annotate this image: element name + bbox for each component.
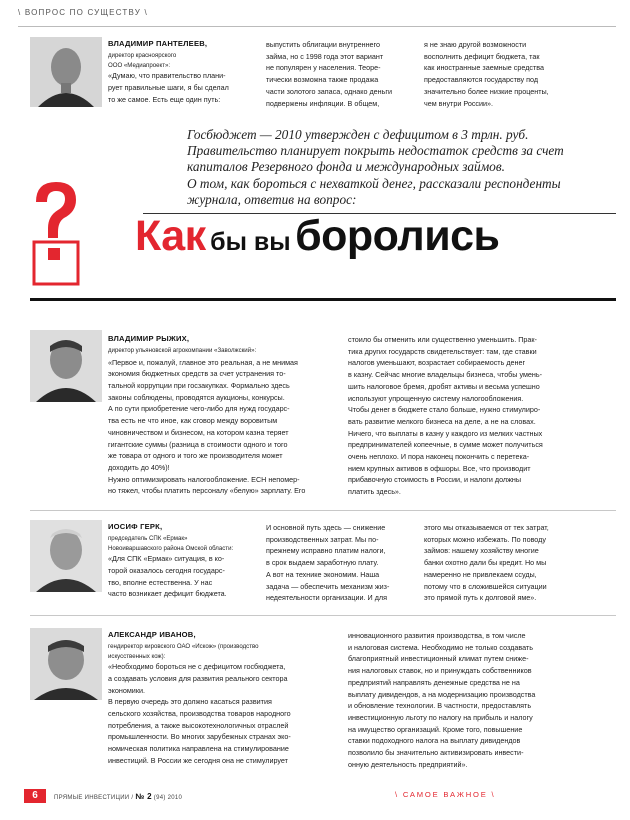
quote-column: «Необходимо бороться не с дефицитом госбюджета, а создавать условия для развития реального сектора экономики. В первую очередь это должно касаться развития сельского хозяйства, производства товаров народного потребления, а также высокотехнологичных отраслей промышленности. Во многих зарубежных странах эко- номическая политика направлена на стимулирование инвестиций. В России же сегодня она не стимулирует: [108, 662, 291, 765]
magazine-credit: ПРЯМЫЕ ИНВЕСТИЦИИ / № 2 (94) 2010: [54, 792, 183, 801]
headline-part-3: боролись: [295, 212, 500, 260]
quote-column: инновационного развития производства, в том числе и налоговая система. Необходимо не только создавать благоприятный инвестиционный климат путем сниже- ния налоговых ставок, но и принуждать собственников предприятий направлять денежные средства не на выплату дивидендов, а на модернизацию производства и обновление технологии. В частности, предоставлять инвестиционную льготу по налогу на прибыль и налогу на имущество организаций. Кроме того, повышение ставки подоходного налога на выплату дивидендов позволило бы значительно активизировать инвести- онную деятельность предприятий».: [348, 631, 536, 769]
respondent-position: гендиректор кировского ОАО «Искож» (производство искусственных кож):: [108, 643, 259, 660]
top-divider: [18, 26, 616, 27]
respondent-block-3: [108, 522, 273, 600]
section-divider: [30, 615, 616, 616]
quote-column: стоило бы отменить или существенно уменьшить. Прак- тика других государств свидетельствует: там, где ставки налогов уменьшают, возрастает собираемость денег в казну. Сейчас многие владельцы бизнеса, чтобы умень- шить налоговое бремя, дробят активы и весьма успешно используют упрощенную систему налогообложения. Чтобы денег в бюджете стало больше, нужно стимулиро- вать развитие мелкого бизнеса на деле, а не на словах. Ничего, что выплаты в казну у каждого из мелких частных предпринимателей копеечные, в сумме может получиться очень неплохо. И пора наконец покончить с перетека- нием крупных активов в офшоры. Все, что производит прибавочную стоимость в России, и налоги должны платить здесь».: [348, 335, 543, 497]
respondent-name: ИОСИФ ГЕРК,: [108, 522, 163, 531]
quote-column: выпустить облигации внутреннего займа, но с 1998 года этот вариант не популярен у населения. Теоре- тически возможна также продажа части золотого запаса, однако деньги подвержены инфляции. В общем,: [266, 40, 393, 108]
respondent-position: директор красноярского ООО «Медиапроект»:: [108, 52, 177, 69]
respondent-position: директор ульяновской агрокомпании «Заволжский»:: [108, 347, 257, 354]
headline-part-2: бы вы: [210, 228, 291, 256]
portrait-photo: [30, 520, 102, 592]
portrait-photo: [30, 628, 102, 700]
quote-column: «Думаю, что правительство плани- рует правильные шаги, я бы сделал то же самое. Есть еще один путь:: [108, 71, 229, 104]
quote-column: И основной путь здесь — снижение производственных затрат. Мы по- прежнему исправно платим налоги, в срок выдаем заработную плату. А вот на технике экономим. Наша задача — обеспечить механизм жиз- недеятельности организации. И для: [266, 523, 390, 603]
respondent-name: ВЛАДИМИР ПАНТЕЛЕЕВ,: [108, 39, 208, 48]
page-number: 6: [24, 789, 46, 803]
respondent-position: председатель СПК «Ермак» Новоиваршавского района Омской области:: [108, 535, 234, 552]
respondent-block-2: [108, 334, 340, 497]
lead-paragraph: Госбюджет — 2010 утвержден с дефицитом в 3 трлн. руб. Правительство планирует покрыть недостаток средств за счет капиталов Резервного фонда и международных займов. О том, как бороться с нехваткой денег, рассказали респонденты журнала, ответив на вопрос:: [187, 127, 564, 207]
section-divider: [30, 510, 616, 511]
rubric-label: \ ВОПРОС ПО СУЩЕСТВУ \: [18, 8, 148, 17]
respondent-name: ВЛАДИМИР РЫЖИХ,: [108, 334, 190, 343]
portrait-photo: [30, 37, 102, 107]
headline-part-1: Как: [135, 212, 206, 260]
respondent-name: АЛЕКСАНДР ИВАНОВ,: [108, 630, 196, 639]
portrait-photo: [30, 330, 102, 402]
quote-column: «Первое и, пожалуй, главное это реальная, а не мнимая экономия бюджетных средств за счет устранения то- тальной коррупции при госзакупках. Формально здесь законы соблюдены, проводятся аукционы, конкурсы. А по сути приобретение чего-либо для нужд государс- тва есть не что иное, как сговор между воровитым чиновничеством и бизнесом, на котором казна теряет гигантские суммы (разница в стоимости одного и того же товара от одного и того же производителя может доходить до 40%)! Нужно оптимизировать налогообложение. ЕСН непомер- но тяжел, чтобы платить персоналу «белую» зарплату. Его: [108, 357, 306, 496]
quote-column: «Для СПК «Ермак» ситуация, в ко- торой оказалось сегодня государс- тво, вполне естественна. У нас часто возникает дефицит бюджета.: [108, 554, 227, 599]
respondent-block-1: [108, 39, 258, 105]
quote-column: этого мы отказываемся от тех затрат, которых можно избежать. По поводу займов: нашему хозяйству многие банки охотно дали бы кредит. Но мы намеренно не привлекаем ссуды, потому что в сложившейся ситуации это прямой путь к долговой яме».: [424, 523, 549, 603]
question-mark-graphic: [30, 178, 82, 286]
headline-divider: [30, 298, 616, 301]
headline: [135, 212, 499, 274]
respondent-block-4: [108, 630, 340, 767]
section-label: \ САМОЕ ВАЖНОЕ \: [395, 790, 496, 799]
quote-column: я не знаю другой возможности восполнить дефицит бюджета, так как иностранные заемные средства предоставляются государству под значительно более низкие проценты, чем внутри России».: [424, 40, 549, 108]
